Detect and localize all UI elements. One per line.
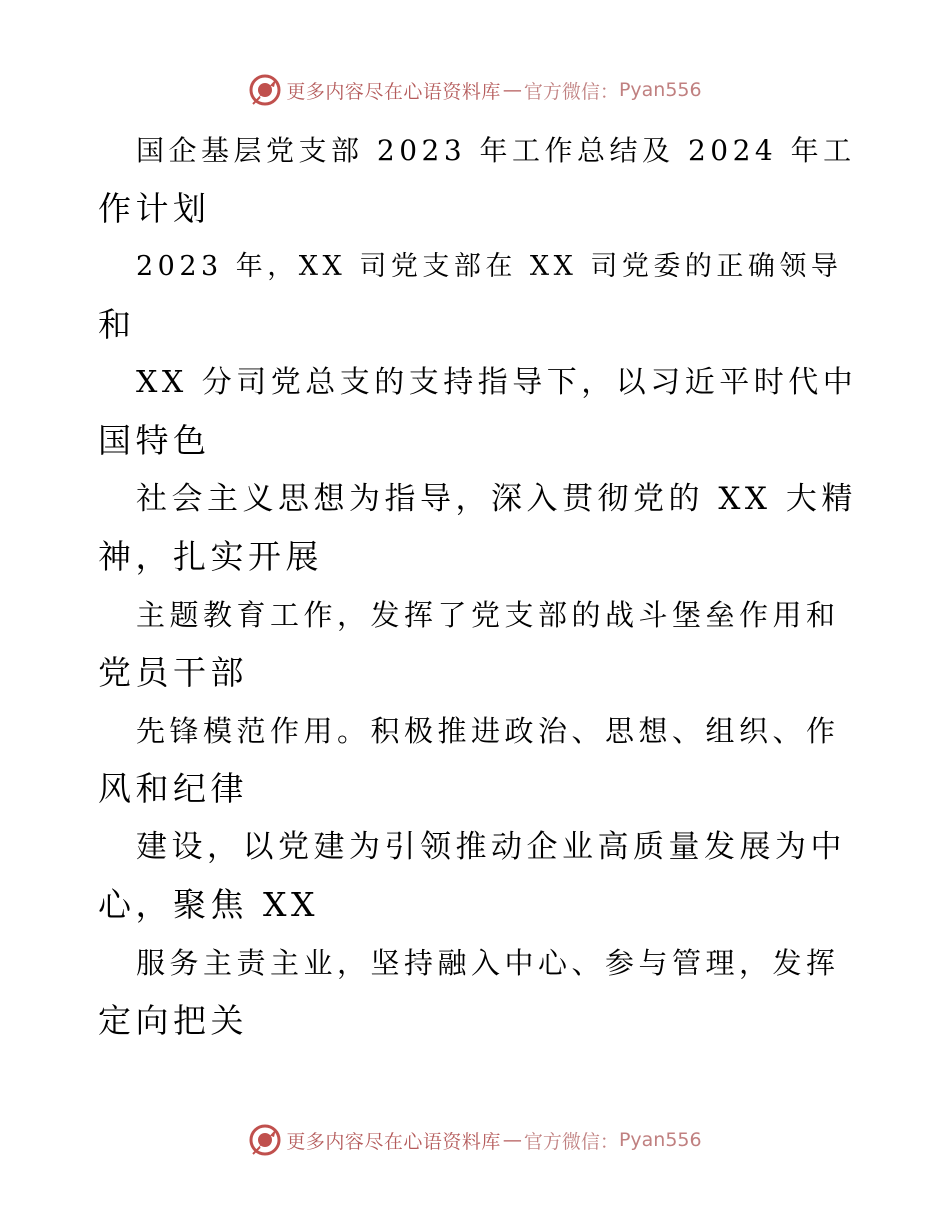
text-line: 定向把关 bbox=[98, 1001, 248, 1040]
text-line: 服务主责主业，坚持融入中心、参与管理，发挥 bbox=[136, 946, 840, 980]
header-watermark bbox=[0, 70, 950, 110]
footer-watermark bbox=[0, 1120, 950, 1160]
text-line: 国特色 bbox=[98, 421, 211, 460]
watermark-contact-id: Pyan556 bbox=[618, 1129, 702, 1151]
watermark-separator: — bbox=[502, 79, 522, 101]
text-line: 作计划 bbox=[98, 189, 211, 228]
text-line: 2023 年，XX 司党支部在 XX 司党委的正确领导 bbox=[136, 251, 843, 282]
text-line: 心，聚焦 XX bbox=[98, 885, 319, 924]
document-body bbox=[98, 122, 858, 1050]
watermark-text: 更多内容尽在心语资料库 bbox=[286, 80, 501, 103]
text-line: 主题教育工作，发挥了党支部的战斗堡垒作用和 bbox=[136, 598, 840, 632]
watermark-contact-id: Pyan556 bbox=[618, 79, 702, 101]
watermark-contact-label: 官方微信： bbox=[523, 1130, 619, 1153]
text-line: 国企基层党支部 2023 年工作总结及 2024 年工 bbox=[136, 134, 856, 167]
text-line: 建设，以党建为引领推动企业高质量发展为中 bbox=[136, 829, 846, 865]
text-line: 社会主义思想为指导，深入贯彻党的 XX 大精 bbox=[136, 481, 857, 517]
text-line: 神，扎实开展 bbox=[98, 537, 323, 576]
watermark-text: 更多内容尽在心语资料库 bbox=[286, 1130, 501, 1153]
text-line: 先锋模范作用。积极推进政治、思想、组织、作 bbox=[136, 714, 840, 748]
text-line: 和 bbox=[98, 305, 136, 344]
text-line: XX 分司党总支的支持指导下，以习近平时代中 bbox=[136, 365, 858, 400]
watermark-contact-label: 官方微信： bbox=[523, 80, 619, 103]
quill-logo-icon bbox=[248, 1123, 282, 1157]
text-line: 党员干部 bbox=[98, 653, 248, 692]
text-line: 风和纪律 bbox=[98, 769, 248, 808]
quill-logo-icon bbox=[248, 73, 282, 107]
watermark-separator: — bbox=[502, 1129, 522, 1151]
